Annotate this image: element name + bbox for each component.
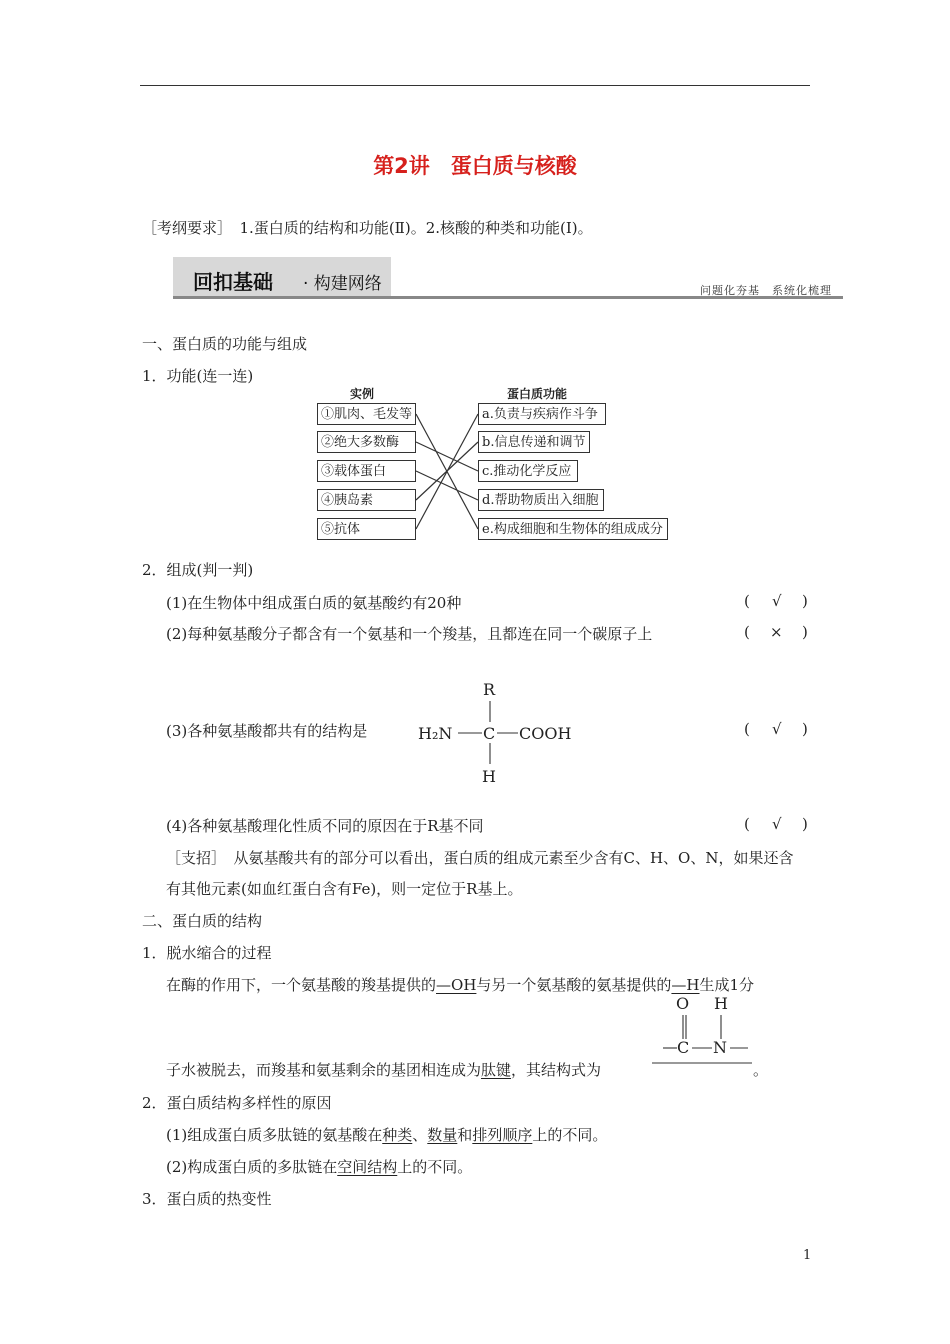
text-segment: 上的不同。 [532, 1126, 608, 1144]
answer-sequence: 排列顺序 [472, 1126, 533, 1144]
bracket-close: ) [802, 623, 808, 641]
diversity-reason-2 [166, 1156, 472, 1177]
match-line-2 [416, 442, 478, 471]
dehydration-paragraph-1 [166, 974, 754, 995]
structure-r: R [483, 680, 496, 699]
dehydration-heading: 1．脱水缩合的过程 [142, 944, 272, 962]
page-title: 第2讲 蛋白质与核酸 [373, 154, 577, 178]
tip-line-1: ［支招］ 从氨基酸共有的部分可以看出，蛋白质的组成元素至少含有C、H、O、N，如果还含 [166, 849, 794, 867]
peptide-n: N [713, 1038, 727, 1057]
structure-cooh: COOH [519, 724, 572, 743]
dehydration-paragraph-2 [166, 1059, 601, 1080]
text-segment: 在酶的作用下，一个氨基酸的羧基提供的 [166, 976, 437, 994]
banner-title: 回扣基础 [193, 270, 273, 294]
section1-title: 一、蛋白质的功能与组成 [142, 335, 308, 353]
function-box-d: d.帮助物质出入细胞 [478, 489, 604, 511]
structure-h2n: H₂N [418, 724, 453, 743]
text-segment: 上的不同。 [397, 1158, 473, 1176]
judgment-1: (1)在生物体中组成蛋白质的氨基酸约有20种 [166, 594, 462, 612]
bracket-open: ( [744, 592, 750, 610]
function-box-c: c.推动化学反应 [478, 460, 578, 482]
text-segment: 与另一个氨基酸的氨基提供的 [476, 976, 672, 994]
match-line-3 [416, 471, 478, 500]
judgment-3: (3)各种氨基酸都共有的结构是 [166, 722, 368, 740]
example-box-4: ④胰岛素 [317, 489, 416, 511]
text-segment: 、 [412, 1126, 428, 1144]
bracket-open: ( [744, 720, 750, 738]
cross-mark: × [770, 623, 783, 641]
example-box-1: ①肌肉、毛发等 [317, 403, 416, 425]
answer-peptide-bond: 肽键 [481, 1061, 512, 1079]
exam-requirements: ［考纲要求］ 1.蛋白质的结构和功能(Ⅱ)。2.核酸的种类和功能(Ⅰ)。 [142, 219, 593, 237]
section2-title: 二、蛋白质的结构 [142, 912, 263, 930]
text-segment: (2)构成蛋白质的多肽链在 [166, 1158, 338, 1176]
example-box-3: ③载体蛋白 [317, 460, 416, 482]
peptide-o: O [676, 994, 690, 1013]
bracket-close: ) [802, 815, 808, 833]
function-box-e: e.构成细胞和生物体的组成成分 [478, 518, 668, 540]
structure-h: H [482, 767, 496, 786]
text-segment: ，其结构式为 [511, 1061, 602, 1079]
function-heading: 1．功能(连一连) [142, 367, 254, 385]
text-segment: (1)组成蛋白质多肽链的氨基酸在 [166, 1126, 383, 1144]
answer-type: 种类 [382, 1126, 413, 1144]
composition-heading: 2．组成(判一判) [142, 561, 254, 579]
tip-line-2: 有其他元素(如血红蛋白含有Fe)，则一定位于R基上。 [166, 880, 523, 898]
example-box-2: ②绝大多数酶 [317, 431, 416, 453]
check-mark: √ [772, 592, 782, 610]
function-box-a: a.负责与疾病作斗争 [478, 403, 606, 425]
bracket-open: ( [744, 815, 750, 833]
matching-right-header: 蛋白质功能 [507, 387, 568, 401]
structure-c: C [483, 724, 496, 743]
text-segment: 生成1分 [699, 976, 755, 994]
diversity-heading: 2．蛋白质结构多样性的原因 [142, 1094, 332, 1112]
banner-subtitle: · 构建网络 [303, 274, 382, 294]
answer-h: —H [671, 976, 700, 994]
peptide-c: C [677, 1038, 690, 1057]
function-box-b: b.信息传递和调节 [478, 431, 590, 453]
page-number: 1 [803, 1248, 812, 1263]
sentence-end: 。 [753, 1061, 769, 1079]
answer-number: 数量 [427, 1126, 458, 1144]
text-segment: 和 [457, 1126, 473, 1144]
peptide-h: H [714, 994, 728, 1013]
matching-left-header: 实例 [350, 387, 375, 401]
diversity-reason-1 [166, 1124, 607, 1145]
check-mark: √ [772, 815, 782, 833]
judgment-2: (2)每种氨基酸分子都含有一个氨基和一个羧基，且都连在同一个碳原子上 [166, 625, 653, 643]
answer-spatial-structure: 空间结构 [337, 1158, 398, 1176]
text-segment: 子水被脱去，而羧基和氨基剩余的基团相连成为 [166, 1061, 482, 1079]
judgment-4: (4)各种氨基酸理化性质不同的原因在于R基不同 [166, 817, 484, 835]
peptide-bond-lines [652, 1015, 752, 1063]
answer-oh: —OH [436, 976, 477, 994]
bracket-close: ) [802, 592, 808, 610]
bracket-open: ( [744, 623, 750, 641]
check-mark: √ [772, 720, 782, 738]
bracket-close: ) [802, 720, 808, 738]
banner-tagline: 问题化夯基 系统化梳理 [700, 284, 832, 297]
example-box-5: ⑤抗体 [317, 518, 416, 540]
denaturation-heading: 3．蛋白质的热变性 [142, 1190, 272, 1208]
